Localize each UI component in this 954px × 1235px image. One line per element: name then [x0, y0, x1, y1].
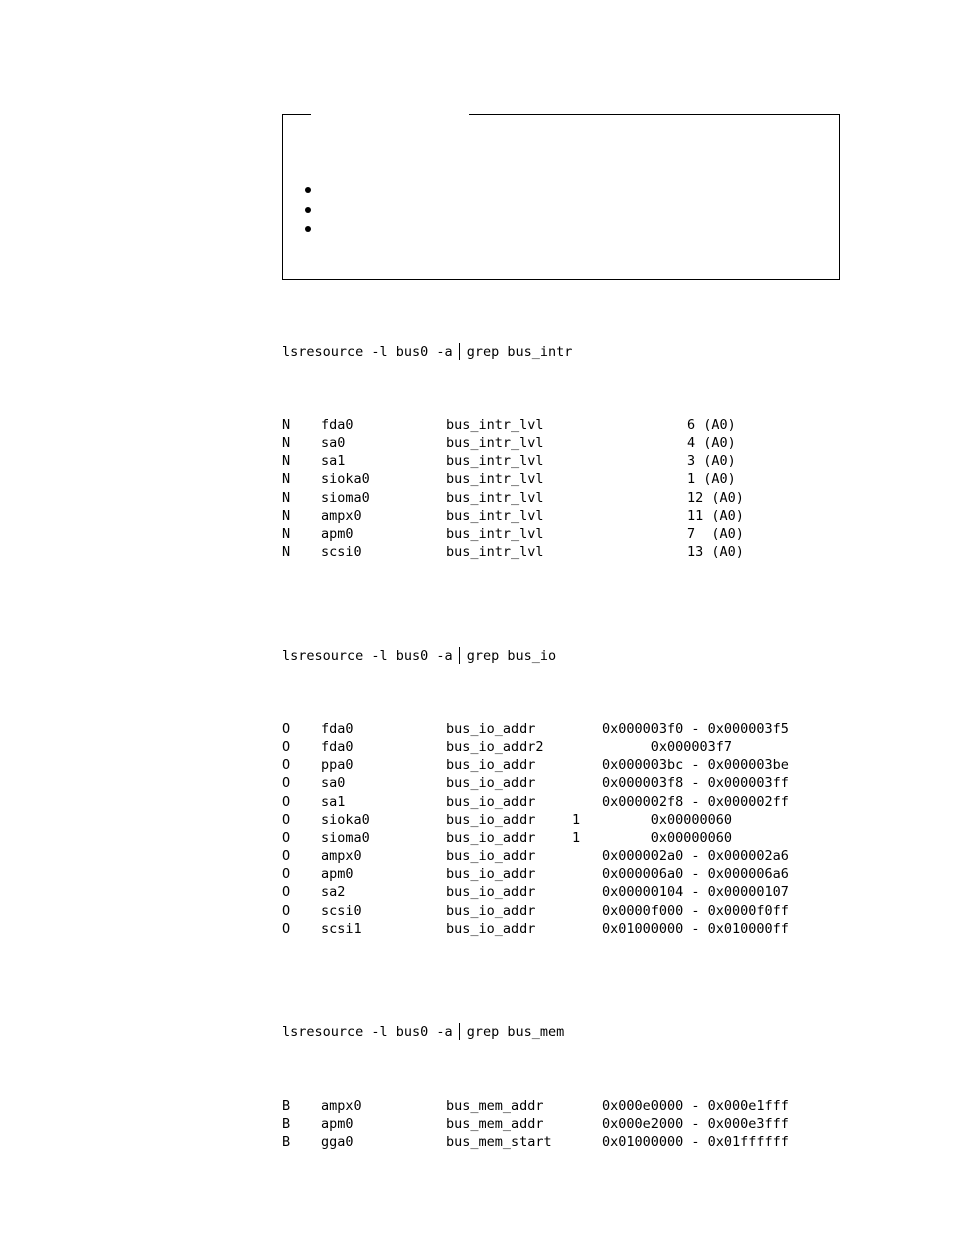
attr-cell: bus_intr_lvl	[446, 490, 544, 506]
device-cell: sa0	[321, 435, 346, 451]
value-cell: 12 (A0)	[687, 490, 744, 506]
attr-cell: bus_mem_addr	[446, 1098, 544, 1114]
device-cell: scsi1	[321, 921, 362, 937]
flag-cell: O	[282, 775, 291, 791]
flag-cell: N	[282, 490, 291, 506]
value-cell: 0x000006a0 - 0x000006a6	[602, 866, 789, 882]
value-cell: 0x000e2000 - 0x000e3fff	[602, 1116, 789, 1132]
attr-cell: bus_mem_start	[446, 1134, 552, 1150]
attr-cell: bus_io_addr	[446, 775, 536, 791]
flag-cell: N	[282, 417, 291, 433]
flag-cell: N	[282, 471, 291, 487]
command-io-filter: grep bus_io	[466, 648, 557, 664]
attr-cell: bus_intr_lvl	[446, 508, 544, 524]
note-box	[282, 114, 840, 280]
attr-cell: bus_intr_lvl	[446, 435, 544, 451]
device-cell: sa1	[321, 453, 346, 469]
device-cell: scsi0	[321, 544, 362, 560]
attr-cell: bus_io_addr	[446, 903, 536, 919]
device-cell: apm0	[321, 1116, 354, 1132]
device-cell: sioka0	[321, 471, 370, 487]
value-cell: 0x000003f7	[602, 739, 733, 755]
value-cell: 6 (A0)	[687, 417, 736, 433]
value-cell: 4 (A0)	[687, 435, 736, 451]
flag-cell: B	[282, 1134, 291, 1150]
device-cell: apm0	[321, 526, 354, 542]
attr-cell: bus_io_addr	[446, 866, 536, 882]
attr-cell: bus_io_addr	[446, 721, 536, 737]
value-cell: 0x000003f0 - 0x000003f5	[602, 721, 789, 737]
attr-cell: bus_io_addr	[446, 848, 536, 864]
device-cell: apm0	[321, 866, 354, 882]
attr-cell: bus_io_addr	[446, 757, 536, 773]
bullet-2	[305, 207, 311, 213]
value-cell: 11 (A0)	[687, 508, 744, 524]
command-mem-text: lsresource -l bus0 -a	[282, 1024, 453, 1040]
attr-cell: bus_io_addr2	[446, 739, 544, 755]
flag-cell: N	[282, 544, 291, 560]
count-cell: 1	[572, 830, 581, 846]
value-cell: 0x00000104 - 0x00000107	[602, 884, 789, 900]
value-cell: 1 (A0)	[687, 471, 736, 487]
command-mem	[282, 1023, 564, 1040]
device-cell: sioka0	[321, 812, 370, 828]
flag-cell: O	[282, 903, 291, 919]
flag-cell: O	[282, 830, 291, 846]
value-cell: 3 (A0)	[687, 453, 736, 469]
flag-cell: O	[282, 921, 291, 937]
value-cell: 0x01000000 - 0x01ffffff	[602, 1134, 789, 1150]
attr-cell: bus_io_addr	[446, 812, 536, 828]
bullet-3	[305, 226, 311, 232]
command-io	[282, 647, 556, 664]
attr-cell: bus_io_addr	[446, 884, 536, 900]
attr-cell: bus_intr_lvl	[446, 544, 544, 560]
flag-cell: B	[282, 1116, 291, 1132]
value-cell: 7 (A0)	[687, 526, 744, 542]
attr-cell: bus_io_addr	[446, 794, 536, 810]
attr-cell: bus_intr_lvl	[446, 526, 544, 542]
device-cell: sa0	[321, 775, 346, 791]
value-cell: 0x000e0000 - 0x000e1fff	[602, 1098, 789, 1114]
value-cell: 0x000003f8 - 0x000003ff	[602, 775, 789, 791]
flag-cell: B	[282, 1098, 291, 1114]
flag-cell: O	[282, 866, 291, 882]
flag-cell: N	[282, 435, 291, 451]
attr-cell: bus_intr_lvl	[446, 417, 544, 433]
value-cell: 0x0000f000 - 0x0000f0ff	[602, 903, 789, 919]
flag-cell: N	[282, 453, 291, 469]
flag-cell: O	[282, 739, 291, 755]
flag-cell: O	[282, 812, 291, 828]
command-io-text: lsresource -l bus0 -a	[282, 648, 453, 664]
device-cell: fda0	[321, 739, 354, 755]
flag-cell: N	[282, 508, 291, 524]
device-cell: sa2	[321, 884, 346, 900]
attr-cell: bus_mem_addr	[446, 1116, 544, 1132]
flag-cell: O	[282, 848, 291, 864]
device-cell: fda0	[321, 721, 354, 737]
device-cell: sioma0	[321, 490, 370, 506]
value-cell: 13 (A0)	[687, 544, 744, 560]
device-cell: gga0	[321, 1134, 354, 1150]
device-cell: ampx0	[321, 848, 362, 864]
device-cell: ampx0	[321, 508, 362, 524]
value-cell: 0x000002f8 - 0x000002ff	[602, 794, 789, 810]
attr-cell: bus_io_addr	[446, 921, 536, 937]
bullet-1	[305, 187, 311, 193]
attr-cell: bus_intr_lvl	[446, 471, 544, 487]
flag-cell: O	[282, 884, 291, 900]
value-cell: 0x000002a0 - 0x000002a6	[602, 848, 789, 864]
pipe-glyph	[459, 1023, 460, 1040]
value-cell: 0x01000000 - 0x010000ff	[602, 921, 789, 937]
device-cell: ppa0	[321, 757, 354, 773]
flag-cell: O	[282, 757, 291, 773]
pipe-glyph	[459, 647, 460, 664]
value-cell: 0x000003bc - 0x000003be	[602, 757, 789, 773]
flag-cell: O	[282, 721, 291, 737]
flag-cell: O	[282, 794, 291, 810]
device-cell: sioma0	[321, 830, 370, 846]
attr-cell: bus_io_addr	[446, 830, 536, 846]
value-cell: 0x00000060	[602, 812, 733, 828]
attr-cell: bus_intr_lvl	[446, 453, 544, 469]
device-cell: scsi0	[321, 903, 362, 919]
count-cell: 1	[572, 812, 581, 828]
device-cell: sa1	[321, 794, 346, 810]
command-mem-filter: grep bus_mem	[466, 1024, 565, 1040]
note-box-title-gap	[311, 113, 469, 117]
device-cell: ampx0	[321, 1098, 362, 1114]
pipe-glyph	[459, 343, 460, 360]
command-intr-text: lsresource -l bus0 -a	[282, 344, 453, 360]
device-cell: fda0	[321, 417, 354, 433]
command-intr-filter: grep bus_intr	[466, 344, 573, 360]
value-cell: 0x00000060	[602, 830, 733, 846]
command-intr	[282, 343, 572, 360]
flag-cell: N	[282, 526, 291, 542]
